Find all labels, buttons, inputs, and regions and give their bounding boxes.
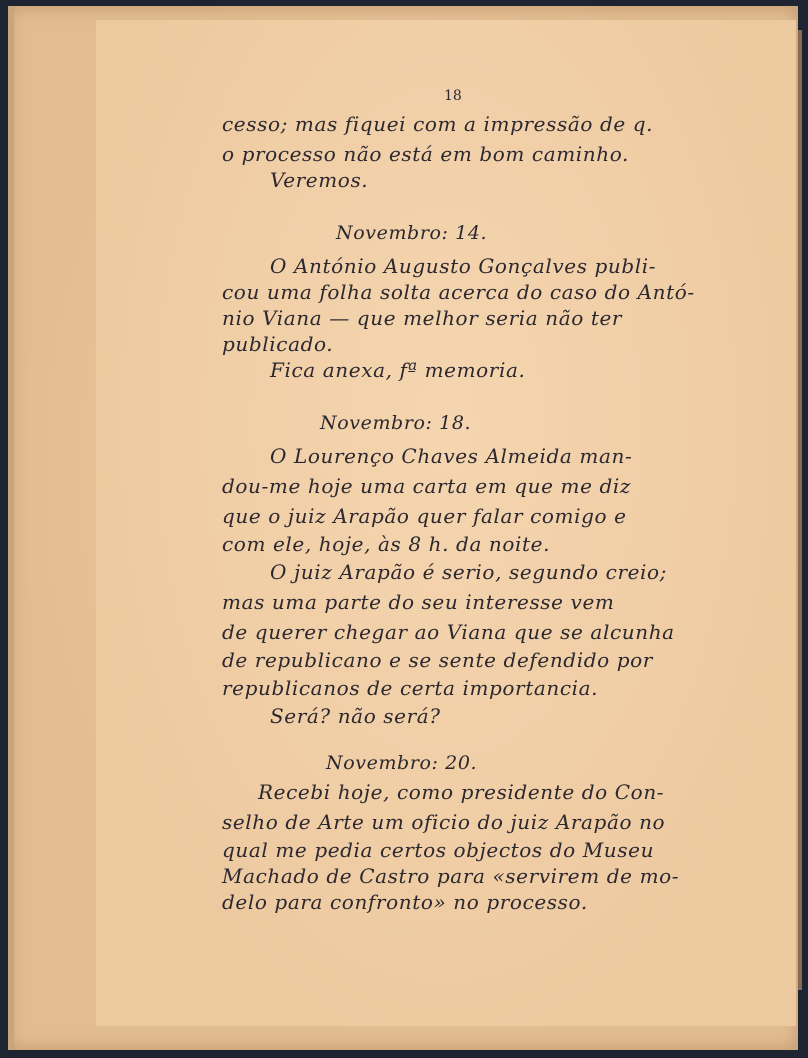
page-number: 18	[444, 88, 462, 104]
text-line: Recebi hoje, como presidente do Con-	[258, 780, 665, 804]
text-line: Fica anexa, fª memoria.	[270, 358, 526, 382]
text-line: Machado de Castro para «servirem de mo-	[222, 864, 680, 888]
date-heading: Novembro: 18.	[320, 412, 472, 434]
paper-left-edge	[8, 6, 14, 1050]
text-line: de querer chegar ao Viana que se alcunha	[222, 620, 675, 644]
date-heading: Novembro: 14.	[336, 222, 488, 244]
text-line: O juiz Arapão é serio, segundo creio;	[270, 560, 668, 584]
text-line: Será? não será?	[270, 704, 441, 728]
text-line: cesso; mas fiquei com a impressão de q.	[222, 112, 654, 136]
text-line: selho de Arte um oficio do juiz Arapão no	[222, 810, 666, 834]
text-line: O Lourenço Chaves Almeida man-	[270, 444, 633, 468]
text-line: Veremos.	[270, 168, 369, 192]
text-line: o processo não está em bom caminho.	[222, 142, 630, 166]
text-line: cou uma folha solta acerca do caso do Antó-	[222, 280, 695, 304]
text-line: de republicano e se sente defendido por	[222, 648, 653, 672]
text-line: mas uma parte do seu interesse vem	[222, 590, 615, 614]
date-heading: Novembro: 20.	[326, 752, 478, 774]
text-line: publicado.	[222, 332, 334, 356]
text-line: delo para confronto» no processo.	[222, 890, 588, 914]
text-line: que o juiz Arapão quer falar comigo e	[222, 504, 627, 528]
text-line: com ele, hoje, às 8 h. da noite.	[222, 532, 551, 556]
text-line: dou-me hoje uma carta em que me diz	[222, 474, 632, 498]
text-line: O António Augusto Gonçalves publi-	[270, 254, 657, 278]
text-line: nio Viana — que melhor seria não ter	[222, 306, 623, 330]
paper-right-edge	[798, 30, 802, 990]
text-line: qual me pedia certos objectos do Museu	[222, 838, 655, 862]
text-line: republicanos de certa importancia.	[222, 676, 599, 700]
